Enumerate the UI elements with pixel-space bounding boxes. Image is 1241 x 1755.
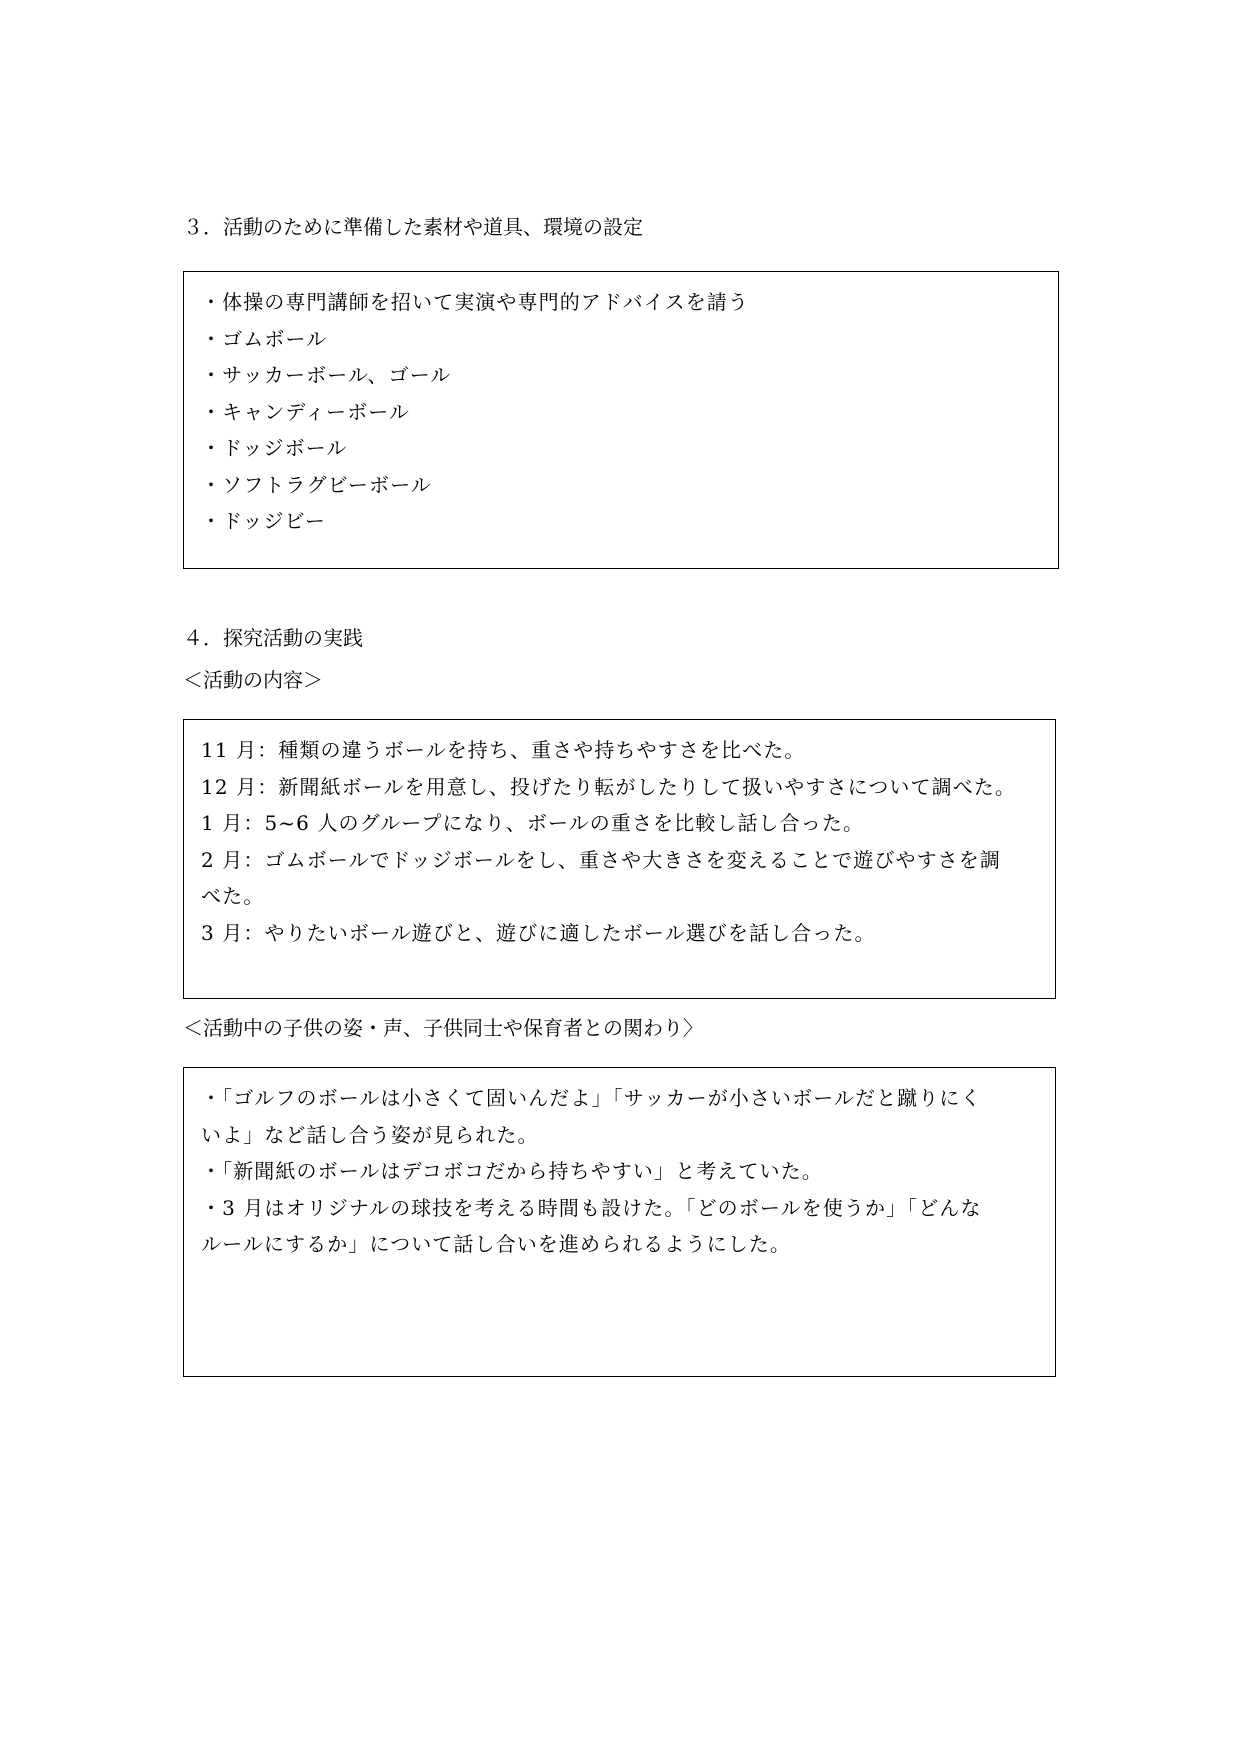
materials-box (183, 271, 1059, 569)
content-line: 11 月：種類の違うボールを持ち、重さや持ちやすさを比べた。 (201, 738, 806, 762)
children-interaction-heading: ＜活動中の子供の姿・声、子供同士や保育者との関わり〉 (183, 1016, 703, 1040)
content-line: 2 月：ゴムボールでドッジボールをし、重さや大きさを変えることで遊びやすさを調 (201, 847, 1001, 872)
children-interaction-box (183, 1067, 1056, 1377)
observation-line: いよ」など話し合う姿が見られた。 (201, 1122, 539, 1147)
list-item: ・ソフトラグビーボール (201, 472, 432, 497)
list-item: ・ゴムボール (201, 326, 328, 351)
content-line: べた。 (201, 884, 265, 908)
observation-line: ルールにするか」について話し合いを進められるようにした。 (201, 1232, 791, 1256)
content-line: 3 月：やりたいボール遊びと、遊びに適したボール選びを話し合った。 (201, 920, 876, 945)
content-line: 1 月：5~6 人のグループになり、ボールの重さを比較し話し合った。 (201, 811, 865, 835)
observation-line: ・「ゴルフのボールは小さくて固いんだよ」「サッカーが小さいボールだと蹴りにく (201, 1086, 982, 1110)
section3-heading: ３．活動のために準備した素材や道具、環境の設定 (183, 215, 643, 239)
list-item: ・体操の専門講師を招いて実演や専門的アドバイスを請う (201, 290, 749, 314)
activity-content-box (183, 719, 1056, 999)
observation-line: ・「新聞紙のボールはデコボコだから持ちやすい」と考えていた。 (201, 1159, 823, 1183)
content-line: 12 月：新聞紙ボールを用意し、投げたり転がしたりして扱いやすさについて調べた。 (201, 774, 1017, 799)
section4-heading: ４．探究活動の実践 (183, 626, 363, 650)
list-item: ・キャンディーボール (201, 399, 410, 424)
list-item: ・ドッジボール (201, 436, 348, 460)
observation-line: ・3 月はオリジナルの球技を考える時間も設けた。「どのボールを使うか」「どんな (201, 1195, 982, 1220)
activity-content-heading: ＜活動の内容＞ (183, 668, 323, 692)
list-item: ・サッカーボール、ゴール (201, 363, 452, 387)
list-item: ・ドッジビー (201, 509, 326, 533)
